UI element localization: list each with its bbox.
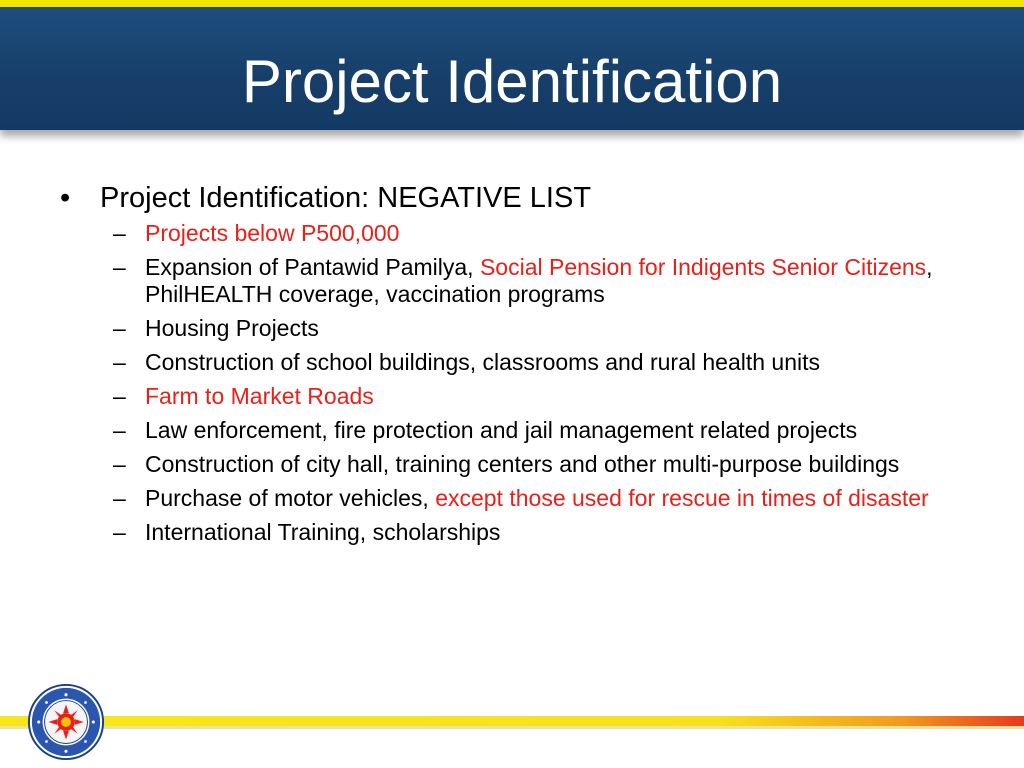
slide-content bbox=[60, 180, 980, 553]
negative-list-item bbox=[60, 519, 980, 546]
item-text: Housing Projects bbox=[145, 315, 319, 341]
title-bar bbox=[0, 7, 1024, 130]
main-bullet-text: Project Identification: NEGATIVE LIST bbox=[100, 182, 592, 214]
dash-marker: – bbox=[113, 349, 126, 375]
item-text: Expansion of Pantawid Pamilya, bbox=[145, 254, 480, 280]
negative-list bbox=[60, 220, 980, 546]
negative-list-item bbox=[60, 417, 980, 444]
highlighted-text: Social Pension for Indigents Senior Citizens bbox=[479, 254, 927, 280]
dash-marker: – bbox=[113, 383, 126, 409]
highlighted-text: Projects below P500,000 bbox=[145, 220, 400, 246]
item-text: , PhilHEALTH coverage, vaccination programs bbox=[145, 254, 933, 307]
bottom-divider bbox=[0, 726, 1024, 729]
dash-marker: – bbox=[113, 485, 126, 511]
negative-list-item bbox=[60, 451, 980, 478]
negative-list-item bbox=[60, 315, 980, 342]
negative-list-item bbox=[60, 254, 980, 308]
dash-marker: – bbox=[113, 519, 126, 545]
item-text: Purchase of motor vehicles, bbox=[145, 485, 436, 511]
dash-marker: – bbox=[113, 315, 126, 341]
bullet-marker: • bbox=[60, 182, 71, 214]
item-text: Construction of school buildings, classrooms and rural health units bbox=[145, 349, 821, 375]
main-bullet bbox=[60, 180, 980, 216]
dash-marker: – bbox=[113, 220, 126, 246]
item-text: International Training, scholarships bbox=[145, 519, 501, 545]
slide-title: Project Identification bbox=[241, 48, 783, 115]
negative-list-item bbox=[60, 349, 980, 376]
item-text: Construction of city hall, training centers and other multi-purpose buildings bbox=[145, 451, 900, 477]
top-yellow-stripe bbox=[0, 0, 1024, 7]
negative-list-item bbox=[60, 383, 980, 410]
dash-marker: – bbox=[113, 451, 126, 477]
dash-marker: – bbox=[113, 417, 126, 443]
highlighted-text: except those used for rescue in times of disaster bbox=[435, 485, 929, 511]
negative-list-item bbox=[60, 485, 980, 512]
highlighted-text: Farm to Market Roads bbox=[145, 383, 374, 409]
negative-list-item bbox=[60, 220, 980, 247]
bottom-color-band bbox=[0, 716, 1024, 726]
item-text: Law enforcement, fire protection and jail management related projects bbox=[145, 417, 858, 443]
dbm-seal-logo bbox=[27, 683, 105, 761]
dash-marker: – bbox=[113, 254, 126, 280]
